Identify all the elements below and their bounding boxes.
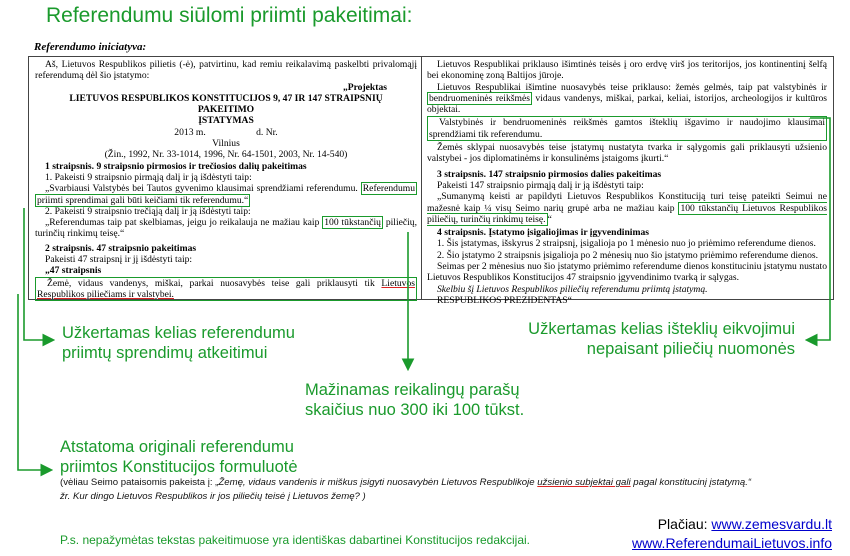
article-2-title: 2 straipsnis. 47 straipsnio pakeitimas xyxy=(45,242,197,254)
law-title-line-1: LIETUVOS RESPUBLIKOS KONSTITUCIJOS 9, 47 IR 147 STRAIPSNIŲ xyxy=(69,92,383,104)
annotation-resources-line-2: nepaisant piliečių nuomonės xyxy=(586,340,795,358)
article-47-text: Žemė, vidaus vandenys, miškai, parkai nuosavybės teise gali priklausyti tik xyxy=(47,277,375,289)
more-info-label: Plačiau: xyxy=(657,516,712,532)
document-heading: Referendumo iniciatyva: xyxy=(34,41,147,53)
gazette-reference: (Žin., 1992, Nr. 33-1014, 1996, Nr. 64-1501, 2003, Nr. 14-540) xyxy=(104,149,348,161)
highlight-referendumu: Referendumu xyxy=(362,183,415,195)
article-47-subtitle: „47 straipsnis xyxy=(45,265,102,277)
arrow-right-resources xyxy=(808,118,830,340)
article-47-citizens: Lietuvos Respublikos piliečiams ir valstybei. xyxy=(37,277,415,300)
annotation-referendum-change-line-2: priimtų sprendimų atkeitimui xyxy=(62,344,268,362)
article-3-title: 3 straipsnis. 147 straipsnio pirmosios dalies pakeitimas xyxy=(437,168,662,180)
note-quote-end: pagal konstitucinį įstatymą.“ xyxy=(630,477,752,488)
law-title-line-3: ĮSTATYMAS xyxy=(198,115,254,127)
arrow-left-referendum xyxy=(24,208,52,340)
highlight-resources-referendum: Valstybinės ir bendruomeninės reikšmės gamtos išteklių išgavimo ir naudojimo klausimai sprendžiami tik referendumu. xyxy=(429,117,825,140)
article-1-quote-2-text: „Referendumas taip pat skelbiamas, jeigu jo reikalauja ne mažiau kaip xyxy=(45,217,320,229)
article-3-quote-text: „Sumanymą keisti ar papildyti Lietuvos Respublikos Konstituciją turi teisę pateikti Seimui ne mažesnė kaip ¼ visų Seimo narių grupė arba ne mažiau kaip xyxy=(427,191,827,214)
law-date: 2013 m. d. Nr. xyxy=(174,126,278,138)
project-label: „Projektas xyxy=(342,81,387,93)
annotation-signatures-line-1: Mažinamas reikalingų parašų xyxy=(305,381,520,399)
right-paragraph-1: Lietuvos Respublikai priklauso išimtinės teisės į oro erdvę virš jos teritorijos, jos kontinentinį šelfą bei ekonominę zoną Baltijos jūroje. xyxy=(427,59,827,82)
intro-text: Aš, Lietuvos Respublikos pilietis (-ė), patvirtinu, kad remiu reikalavimą paskelbti privalomąjį referendumą dėl šio įstatymo: xyxy=(35,59,417,82)
article-1-paragraph-2: 2. Pakeisti 9 straipsnio trečiąją dalį ir ją išdėstyti taip: xyxy=(45,205,251,217)
amendment-note xyxy=(60,476,840,504)
link-zemesvardu[interactable]: www.zemesvardu.lt xyxy=(711,516,832,532)
annotation-resources xyxy=(518,319,795,359)
right-paragraph-2-text: Lietuvos Respublikai išimtine nuosavybės teise priklauso: žemės gelmės, taip pat valstybinės ir xyxy=(437,81,827,93)
annotation-referendum-change xyxy=(62,323,295,363)
law-title-line-2: PAKEITIMO xyxy=(197,104,255,116)
article-4-paragraph-2: 2. Šio įstatymo 2 straipsnis įsigalioja po 2 mėnesių nuo šio įstatymo priėmimo referendume dienos. xyxy=(437,249,819,261)
article-4-title: 4 straipsnis. Įstatymo įsigaliojimas ir įgyvendinimas xyxy=(437,227,649,239)
arrow-bottom-article-47 xyxy=(18,294,50,470)
signature-line: Skelbiu šį Lietuvos Respublikos piliečių referendumu priimtą įstatymą. xyxy=(437,283,708,295)
law-city: Vilnius xyxy=(212,138,240,150)
article-2-paragraph-1: Pakeisti 47 straipsnį ir jį išdėstyti taip: xyxy=(45,254,193,266)
article-4-paragraph-1: 1. Šis įstatymas, išskyrus 2 straipsnį, įsigalioja po 1 mėnesio nuo jo priėmimo referendume dienos. xyxy=(437,238,816,250)
article-1-paragraph-1: 1. Pakeisti 9 straipsnio pirmąją dalį ir ją išdėstyti taip: xyxy=(45,171,252,183)
article-3-quote-end: “ xyxy=(547,213,552,225)
highlight-100-thousand-left: 100 tūkstančių xyxy=(324,217,381,229)
more-info xyxy=(632,515,832,553)
highlight-community-significance: bendruomeninės reikšmės xyxy=(429,92,530,104)
annotation-signatures xyxy=(305,380,524,420)
note-prefix: (vėliau Seimo pataisomis pakeista į: „ xyxy=(60,477,219,488)
note-foreign-entities: užsienio subjektai gali xyxy=(537,477,631,488)
article-1-title: 1 straipsnis. 9 straipsnio pirmosios ir trečiosios dalių pakeitimas xyxy=(45,160,307,172)
note-quote: Žemę, vidaus vandenis ir miškus įsigyti nuosavybėn Lietuvos Respublikoje xyxy=(218,477,538,488)
right-paragraph-2-end: vidaus vandenys, miškai, parkai, keliai, istorijos, archeologijos ir kultūros objektai. xyxy=(427,92,828,116)
highlight-100-thousand-right: 100 tūkstančių Lietuvos Respublikos piliečių, turinčių rinkimų teisę. xyxy=(427,202,827,225)
link-referendumai-lietuvos[interactable]: www.ReferendumaiLietuvos.info xyxy=(632,535,832,551)
article-4-paragraph-3: Seimas per 2 mėnesius nuo šio įstatymo priėmimo referendume dienos konstituciniu įstatymu nustato Lietuvos Respublikos Konstitucijos 47 straipsnio įgyvendinimo tvarką ir sąlygas. xyxy=(427,261,827,284)
article-1-quote-1-text: „Svarbiausi Valstybės bei Tautos gyvenimo klausimai sprendžiami referendumu. xyxy=(45,183,358,195)
annotation-referendum-change-line-1: Užkertamas kelias referendumu xyxy=(62,324,295,342)
ps-note: P.s. nepažymėtas tekstas pakeitimuose yra identiškas dabartinei Konstitucijos redakcijai. xyxy=(60,533,531,547)
annotation-resources-line-1: Užkertamas kelias išteklių eikvojimui xyxy=(528,320,795,338)
annotation-original-wording xyxy=(60,437,298,477)
highlight-referendum-only-change: priimti sprendimai gali būti keičiami tik referendumu.“ xyxy=(37,194,249,206)
article-3-paragraph-1: Pakeisti 147 straipsnio pirmąją dalį ir ją išdėstyti taip: xyxy=(437,179,644,191)
president-line: RESPUBLIKOS PREZIDENTAS“ xyxy=(437,294,572,306)
article-1-quote-2-end: piliečių, turinčių rinkimų teisę.“ xyxy=(35,217,417,240)
right-paragraph-4: Žemės sklypai nuosavybės teise įstatymų nustatyta tvarka ir sąlygomis gali priklausyti užsienio valstybei - jos diplomatinėms ir konsulinėms įstaigoms įkurti.“ xyxy=(427,142,827,165)
annotation-signatures-line-2: skaičius nuo 300 iki 100 tūkst. xyxy=(305,401,525,419)
annotation-original-wording-line-2: priimtos Konstitucijos formuluotė xyxy=(60,458,298,476)
page-title: Referendumu siūlomi priimti pakeitimai: xyxy=(46,4,413,27)
annotation-original-wording-line-1: Atstatoma originali referendumu xyxy=(60,438,294,456)
note-see-also: žr. Kur dingo Lietuvos Respublikos ir jos piliečių teisė į Lietuvos žemę? ) xyxy=(60,491,366,502)
